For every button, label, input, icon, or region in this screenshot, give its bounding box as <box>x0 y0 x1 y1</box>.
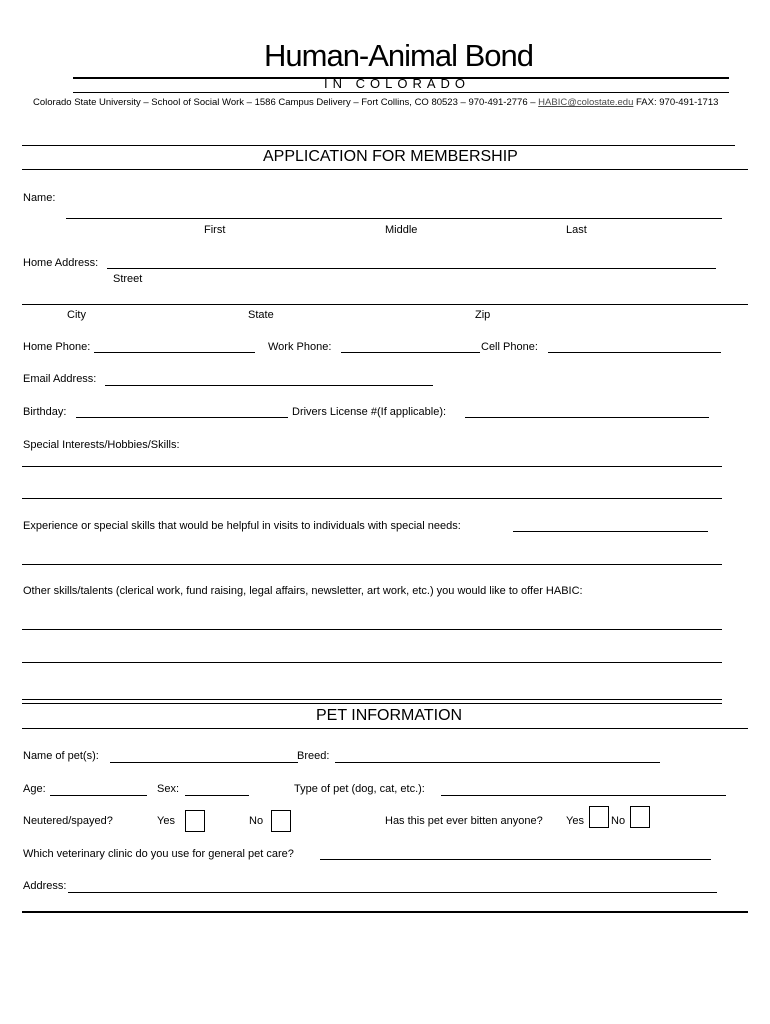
pet-type-label: Type of pet (dog, cat, etc.): <box>294 783 425 795</box>
work-phone-label: Work Phone: <box>268 341 332 353</box>
sex-label: Sex: <box>157 783 180 795</box>
age-label: Age: <box>23 783 46 795</box>
neutered-no-checkbox[interactable] <box>271 810 291 832</box>
logo-title: Human-Animal Bond <box>264 38 534 73</box>
state-caption: State <box>248 309 274 321</box>
vet-clinic-label: Which veterinary clinic do you use for general pet care? <box>23 848 294 860</box>
zip-caption: Zip <box>475 309 491 321</box>
home-address-input-line[interactable] <box>107 268 716 269</box>
work-phone-input-line[interactable] <box>341 352 480 353</box>
logo-rule-bottom <box>73 92 729 93</box>
bitten-yes-label: Yes <box>566 815 584 827</box>
neutered-no-label: No <box>249 815 264 827</box>
middle-name-caption: Middle <box>385 224 418 236</box>
vet-address-label: Address: <box>23 880 67 892</box>
pet-names-input-line[interactable] <box>110 762 298 763</box>
pet-title-rule-bottom <box>22 728 748 729</box>
first-name-caption: First <box>204 224 226 236</box>
other-skills-input-line-1[interactable] <box>22 629 722 630</box>
experience-input-line-1[interactable] <box>513 531 708 532</box>
contact-line <box>33 97 718 108</box>
other-skills-input-line-3[interactable] <box>22 699 722 700</box>
interests-input-line-2[interactable] <box>22 498 722 499</box>
city-caption: City <box>67 309 86 321</box>
experience-input-line-2[interactable] <box>22 564 722 565</box>
vet-address-input-line[interactable] <box>68 892 717 893</box>
bitten-no-label: No <box>611 815 626 827</box>
title-rule-top <box>22 145 735 146</box>
email-label: Email Address: <box>23 373 97 385</box>
breed-label: Breed: <box>297 750 330 762</box>
interests-input-line-1[interactable] <box>22 466 722 467</box>
logo-subtitle: IN COLORADO <box>324 76 471 91</box>
birthday-input-line[interactable] <box>76 417 288 418</box>
street-caption: Street <box>113 273 143 285</box>
pet-type-input-line[interactable] <box>441 795 726 796</box>
age-input-line[interactable] <box>50 795 147 796</box>
experience-label: Experience or special skills that would be helpful in visits to individuals with special needs: <box>23 520 461 532</box>
birthday-label: Birthday: <box>23 406 67 418</box>
interests-label: Special Interests/Hobbies/Skills: <box>23 439 180 451</box>
vet-clinic-input-line[interactable] <box>320 859 711 860</box>
city-state-zip-input-line[interactable] <box>22 304 748 305</box>
pet-names-label: Name of pet(s): <box>23 750 99 762</box>
contact-text: Colorado State University – School of Social Work – 1586 Campus Delivery – Fort Collins, CO 80523 – 970-491-2776 – <box>33 97 536 108</box>
footer-rule <box>22 911 748 913</box>
bitten-label: Has this pet ever bitten anyone? <box>385 815 543 827</box>
name-label: Name: <box>23 192 56 204</box>
other-skills-label: Other skills/talents (clerical work, fund raising, legal affairs, newsletter, art work, etc.) you would like to offer HABIC: <box>23 585 583 597</box>
last-name-caption: Last <box>566 224 587 236</box>
pet-title-rule-top <box>22 703 722 704</box>
contact-fax: FAX: 970-491-1713 <box>636 97 719 108</box>
sex-input-line[interactable] <box>185 795 249 796</box>
other-skills-input-line-2[interactable] <box>22 662 722 663</box>
home-phone-label: Home Phone: <box>23 341 91 353</box>
email-input-line[interactable] <box>105 385 433 386</box>
drivers-license-input-line[interactable] <box>465 417 709 418</box>
bitten-no-checkbox[interactable] <box>630 806 650 828</box>
contact-email-link[interactable]: HABIC@colostate.edu <box>538 97 634 108</box>
neutered-yes-label: Yes <box>157 815 175 827</box>
neutered-label: Neutered/spayed? <box>23 815 113 827</box>
title-rule-bottom <box>22 169 748 170</box>
cell-phone-label: Cell Phone: <box>481 341 538 353</box>
form-title: APPLICATION FOR MEMBERSHIP <box>263 148 518 165</box>
neutered-yes-checkbox[interactable] <box>185 810 205 832</box>
bitten-yes-checkbox[interactable] <box>589 806 609 828</box>
home-phone-input-line[interactable] <box>94 352 255 353</box>
cell-phone-input-line[interactable] <box>548 352 721 353</box>
breed-input-line[interactable] <box>335 762 660 763</box>
home-address-label: Home Address: <box>23 257 99 269</box>
name-input-line[interactable] <box>66 218 722 219</box>
drivers-license-label: Drivers License #(If applicable): <box>292 406 447 418</box>
pet-title: PET INFORMATION <box>316 707 463 724</box>
